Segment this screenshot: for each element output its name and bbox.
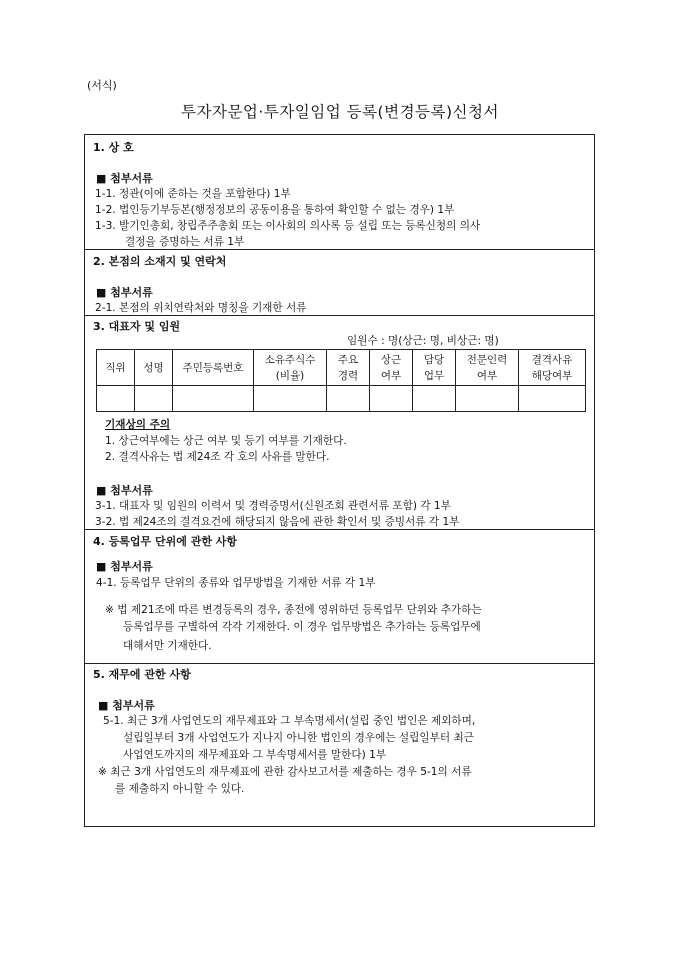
section-4-item: 4-1. 등록업무 단위의 종류와 업무방법을 기재한 서류 각 1부 <box>96 577 376 589</box>
staff-table <box>96 349 586 412</box>
section-3-attach-heading: ■ 첨부서류 <box>96 484 153 497</box>
column-header: 직위 <box>97 350 135 386</box>
section-5-item: 5-1. 최근 3개 사업연도의 재무제표와 그 부속명세서(설립 중인 법인은 제외하며, <box>103 715 476 727</box>
section-4-heading: 4. 등록업무 단위에 관한 사항 <box>93 535 238 548</box>
section-3-item: 3-1. 대표자 및 임원의 이력서 및 경력증명서(신원조회 관련서류 포함) 각 1부 <box>95 500 451 512</box>
document-title: 투자자문업·투자일임업 등록(변경등록)신청서 <box>181 103 499 121</box>
column-header: 전문인력 여부 <box>456 350 519 386</box>
section-5-note: 를 제출하지 아니할 수 있다. <box>115 783 245 795</box>
section-1-attach-heading: ■ 첨부서류 <box>96 172 153 185</box>
section-1-item: 1-1. 정관(이에 준하는 것을 포함한다) 1부 <box>95 188 291 200</box>
section-1-heading: 1. 상 호 <box>93 141 134 154</box>
note-item: 2. 결격사유는 법 제24조 각 호의 사유를 말한다. <box>105 451 330 463</box>
column-header: 소유주식수 (비율) <box>254 350 327 386</box>
column-header: 결격사유 해당여부 <box>519 350 586 386</box>
column-header: 상근 여부 <box>370 350 413 386</box>
section-5-heading: 5. 재무에 관한 사항 <box>93 668 191 681</box>
section-4-note: ※ 법 제21조에 따른 변경등록의 경우, 종전에 영위하던 등록업무 단위와 추가하는 <box>105 604 482 616</box>
table-cell[interactable] <box>413 386 456 412</box>
table-header-row <box>97 350 586 386</box>
staff-count: 임원수 : 명(상근: 명, 비상근: 명) <box>347 335 499 347</box>
section-2-item: 2-1. 본점의 위치연락처와 명칭을 기재한 서류 <box>95 302 307 314</box>
section-2-attach-heading: ■ 첨부서류 <box>96 286 153 299</box>
column-header: 주요 경력 <box>327 350 370 386</box>
column-header: 성명 <box>135 350 173 386</box>
form-frame <box>84 134 595 827</box>
table-cell[interactable] <box>327 386 370 412</box>
table-cell[interactable] <box>456 386 519 412</box>
notes-heading: 기재상의 주의 <box>105 419 171 431</box>
section-4-divider <box>85 529 594 530</box>
section-3-divider <box>85 315 594 316</box>
table-cell[interactable] <box>519 386 586 412</box>
section-5-item: 사업연도까지의 재무제표와 그 부속명세서를 말한다) 1부 <box>123 749 387 761</box>
section-3-item: 3-2. 법 제24조의 결격요건에 해당되지 않음에 관한 확인서 및 증빙서류 각 1부 <box>95 516 460 528</box>
section-5-attach-heading: ■ 첨부서류 <box>98 699 155 712</box>
section-4-note: 대해서만 기재한다. <box>123 640 212 652</box>
section-2-heading: 2. 본점의 소재지 및 연락처 <box>93 255 227 268</box>
section-4-attach-heading: ■ 첨부서류 <box>96 560 153 573</box>
form-label: (서식) <box>87 79 117 92</box>
section-5-note: ※ 최근 3개 사업연도의 재무제표에 관한 감사보고서를 제출하는 경우 5-1의 서류 <box>98 766 472 778</box>
table-cell[interactable] <box>173 386 254 412</box>
column-header: 주민등록번호 <box>173 350 254 386</box>
table-cell[interactable] <box>135 386 173 412</box>
table-cell[interactable] <box>370 386 413 412</box>
column-header: 담당 업무 <box>413 350 456 386</box>
table-cell[interactable] <box>254 386 327 412</box>
section-4-note: 등록업무를 구별하여 각각 기재한다. 이 경우 업무방법은 추가하는 등록업무에 <box>123 621 481 633</box>
section-5-item: 설립일부터 3개 사업연도가 지나지 아니한 법인의 경우에는 설립일부터 최근 <box>123 732 474 744</box>
table-row <box>97 386 586 412</box>
section-2-divider <box>85 249 594 250</box>
section-1-item: 결정을 증명하는 서류 1부 <box>125 236 245 248</box>
table-cell[interactable] <box>97 386 135 412</box>
note-item: 1. 상근여부에는 상근 여부 및 등기 여부를 기재한다. <box>105 435 347 447</box>
section-1-item: 1-3. 발기인총회, 창립주주총회 또는 이사회의 의사록 등 설립 또는 등록신청의 의사 <box>95 220 481 232</box>
section-5-divider <box>85 663 594 664</box>
section-3-heading: 3. 대표자 및 임원 <box>93 320 181 333</box>
section-1-item: 1-2. 법인등기부등본(행정정보의 공동이용을 통하여 확인할 수 없는 경우) 1부 <box>95 204 455 216</box>
